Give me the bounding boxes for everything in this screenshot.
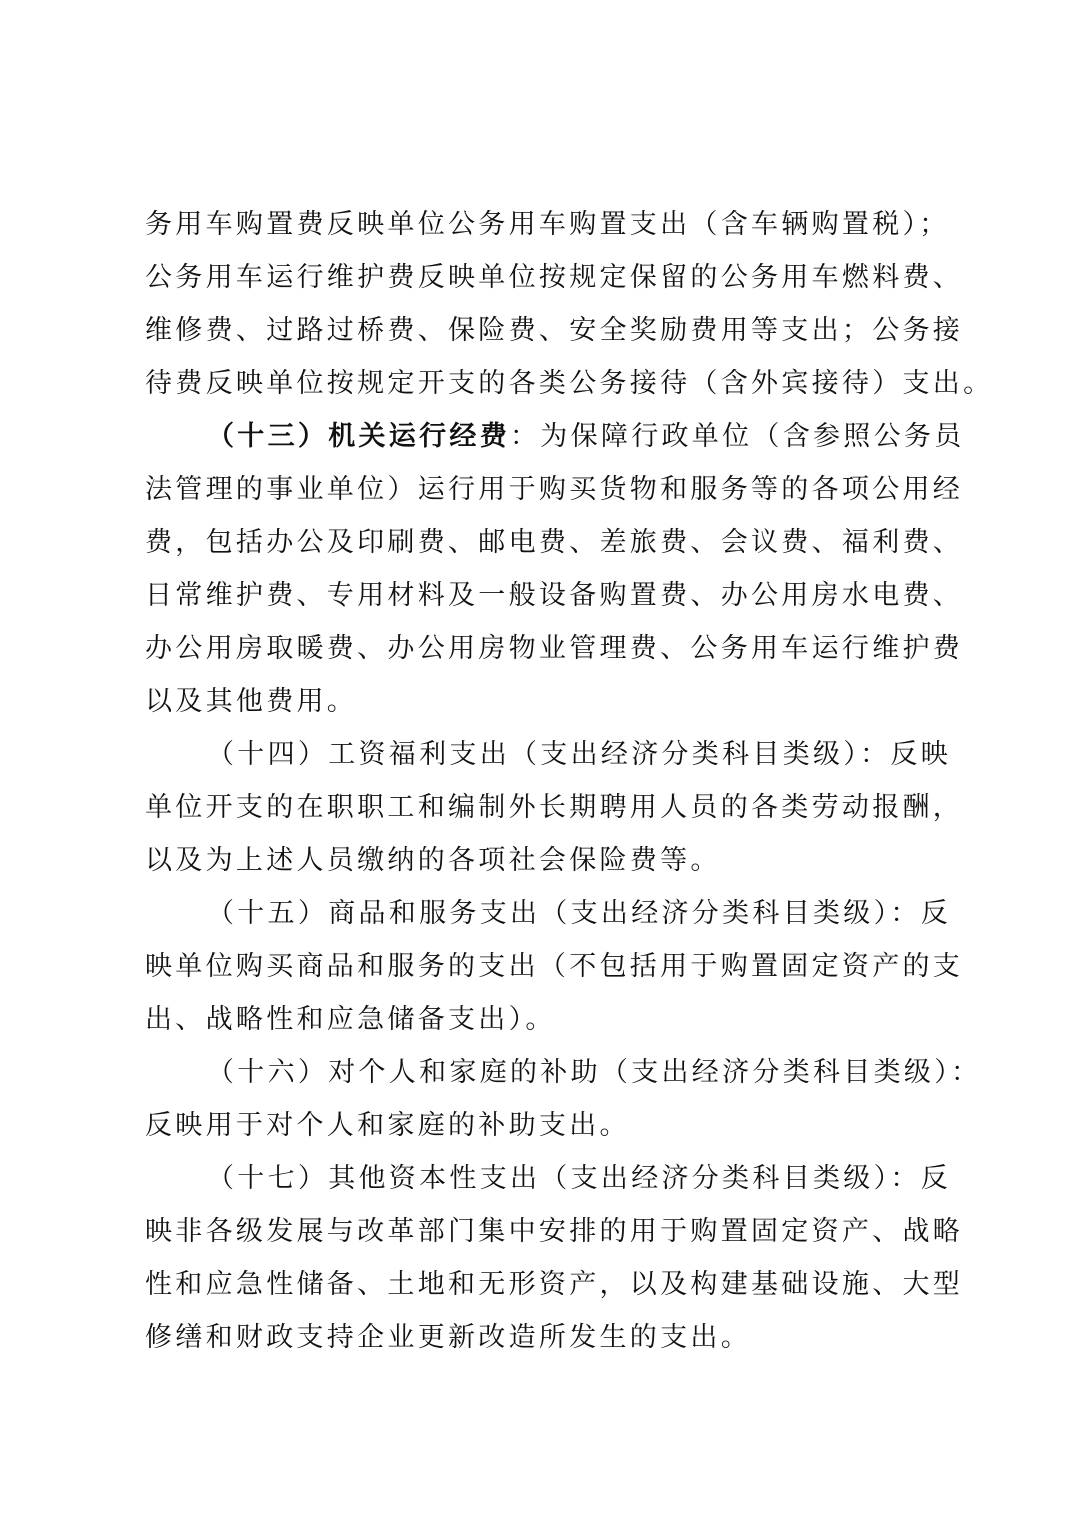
text-line: 公务用车运行维护费反映单位按规定保留的公务用车燃料费、 (145, 262, 964, 293)
text-line: 以及其他费用。 (145, 686, 358, 717)
text-line: 维修费、过路过桥费、保险费、安全奖励费用等支出；公务接 (145, 315, 964, 346)
text-line: 办公用房取暖费、办公用房物业管理费、公务用车运行维护费 (145, 633, 964, 664)
text-line: 修缮和财政支持企业更新改造所发生的支出。 (145, 1322, 751, 1353)
text-line: 性和应急性储备、土地和无形资产，以及构建基础设施、大型 (145, 1269, 964, 1300)
text-line: 法管理的事业单位）运行用于购买货物和服务等的各项公用经 (145, 474, 964, 505)
text-line: 待费反映单位按规定开支的各类公务接待（含外宾接待）支出。 (145, 368, 994, 399)
text-segment: ：为保障行政单位（含参照公务员 (510, 421, 965, 452)
text-line: 费，包括办公及印刷费、邮电费、差旅费、会议费、福利费、 (145, 527, 964, 558)
text-line: 日常维护费、专用材料及一般设备购置费、办公用房水电费、 (145, 580, 964, 611)
text-line: 单位开支的在职职工和编制外长期聘用人员的各类劳动报酬， (145, 792, 964, 823)
text-line: 映非各级发展与改革部门集中安排的用于购置固定资产、战略 (145, 1216, 964, 1247)
paragraph-first-line: （十七）其他资本性支出（支出经济分类科目类级）：反 (207, 1163, 951, 1194)
section-heading: （十三）机关运行经费 (207, 421, 510, 452)
paragraph-first-line: （十四）工资福利支出（支出经济分类科目类级）：反映 (207, 739, 951, 770)
text-line: 反映用于对个人和家庭的补助支出。 (145, 1110, 630, 1141)
text-line: 务用车购置费反映单位公务用车购置支出（含车辆购置税）； (145, 209, 950, 240)
document-body (145, 198, 994, 1364)
text-line: 映单位购买商品和服务的支出（不包括用于购置固定资产的支 (145, 951, 964, 982)
paragraph-first-line: （十五）商品和服务支出（支出经济分类科目类级）：反 (207, 898, 951, 929)
text-line: 以及为上述人员缴纳的各项社会保险费等。 (145, 845, 721, 876)
paragraph-first-line (145, 410, 965, 463)
text-line: 出、战略性和应急储备支出）。 (145, 1004, 556, 1035)
paragraph-first-line: （十六）对个人和家庭的补助（支出经济分类科目类级）： (207, 1057, 982, 1088)
